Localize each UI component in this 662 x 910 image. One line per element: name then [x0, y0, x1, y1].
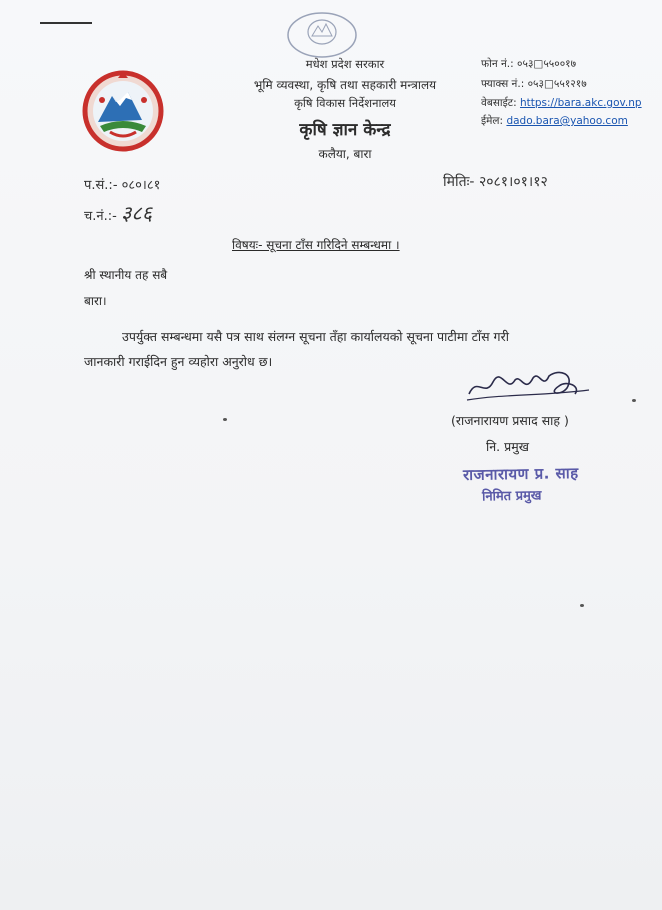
- body-paragraph-line-2: जानकारी गराईदिन हुन व्यहोरा अनुरोध छ।: [84, 354, 273, 369]
- ps-value: ०८०।८१: [121, 178, 161, 193]
- paper-speck: [580, 604, 584, 607]
- government-name: मधेश प्रदेश सरकार: [305, 57, 385, 71]
- top-rule: [40, 22, 92, 24]
- office-location: कलैया, बारा: [318, 147, 372, 161]
- cn-label: च.नं.:-: [84, 209, 117, 224]
- email-label: ईमेल:: [481, 115, 504, 127]
- dispatch-number: [84, 199, 152, 226]
- date-value: २०८१।०१।१२: [478, 174, 548, 190]
- recipient-line-1: श्री स्थानीय तह सबै: [84, 268, 168, 282]
- email-link[interactable]: dado.bara@yahoo.com: [506, 115, 628, 127]
- fax-number: फ्याक्स नं.: ०५३□५५१२१७: [481, 78, 587, 90]
- body-paragraph-line-1: उपर्युक्त सम्बन्धमा यसै पत्र साथ संलग्न सूचना तँहा कार्यालयको सूचना पाटीमा टाँस गरी: [122, 329, 509, 344]
- ministry-name: भूमि व्यवस्था, कृषि तथा सहकारी मन्त्रालय: [253, 78, 437, 92]
- signatory-name: (राजनारायण प्रसाद साह ): [451, 413, 569, 428]
- cn-value: ३८६: [120, 201, 153, 225]
- office-name: कृषि ज्ञान केन्द्र: [299, 120, 391, 140]
- stamp-name: राजनारायण प्र. साह: [462, 463, 579, 485]
- subject-line: विषयः- सूचना टाँस गरिदिने सम्बन्धमा ।: [232, 238, 400, 252]
- letter-date: [443, 172, 548, 191]
- nepal-emblem-icon: [82, 70, 164, 152]
- letter-ref-number: [84, 175, 160, 193]
- recipient-line-2: बारा।: [84, 294, 107, 308]
- date-label: मितिः-: [443, 174, 475, 190]
- handwritten-signature-icon: [463, 364, 593, 408]
- paper-speck: [223, 418, 227, 421]
- paper-speck: [632, 399, 636, 402]
- website-link[interactable]: https://bara.akc.gov.np: [519, 97, 642, 109]
- ps-label: प.सं.:-: [84, 178, 118, 193]
- stamp-title: निमित प्रमुख: [481, 488, 542, 505]
- signatory-title: नि. प्रमुख: [486, 439, 529, 454]
- website-label: वेबसाईट:: [481, 97, 517, 109]
- directorate-name: कृषि विकास निर्देशनालय: [294, 96, 396, 110]
- phone-number: फोन नं.: ०५३□५५००१७: [481, 58, 577, 70]
- website-line: [481, 96, 642, 110]
- email-line: [481, 114, 628, 128]
- office-seal-icon: [284, 10, 360, 60]
